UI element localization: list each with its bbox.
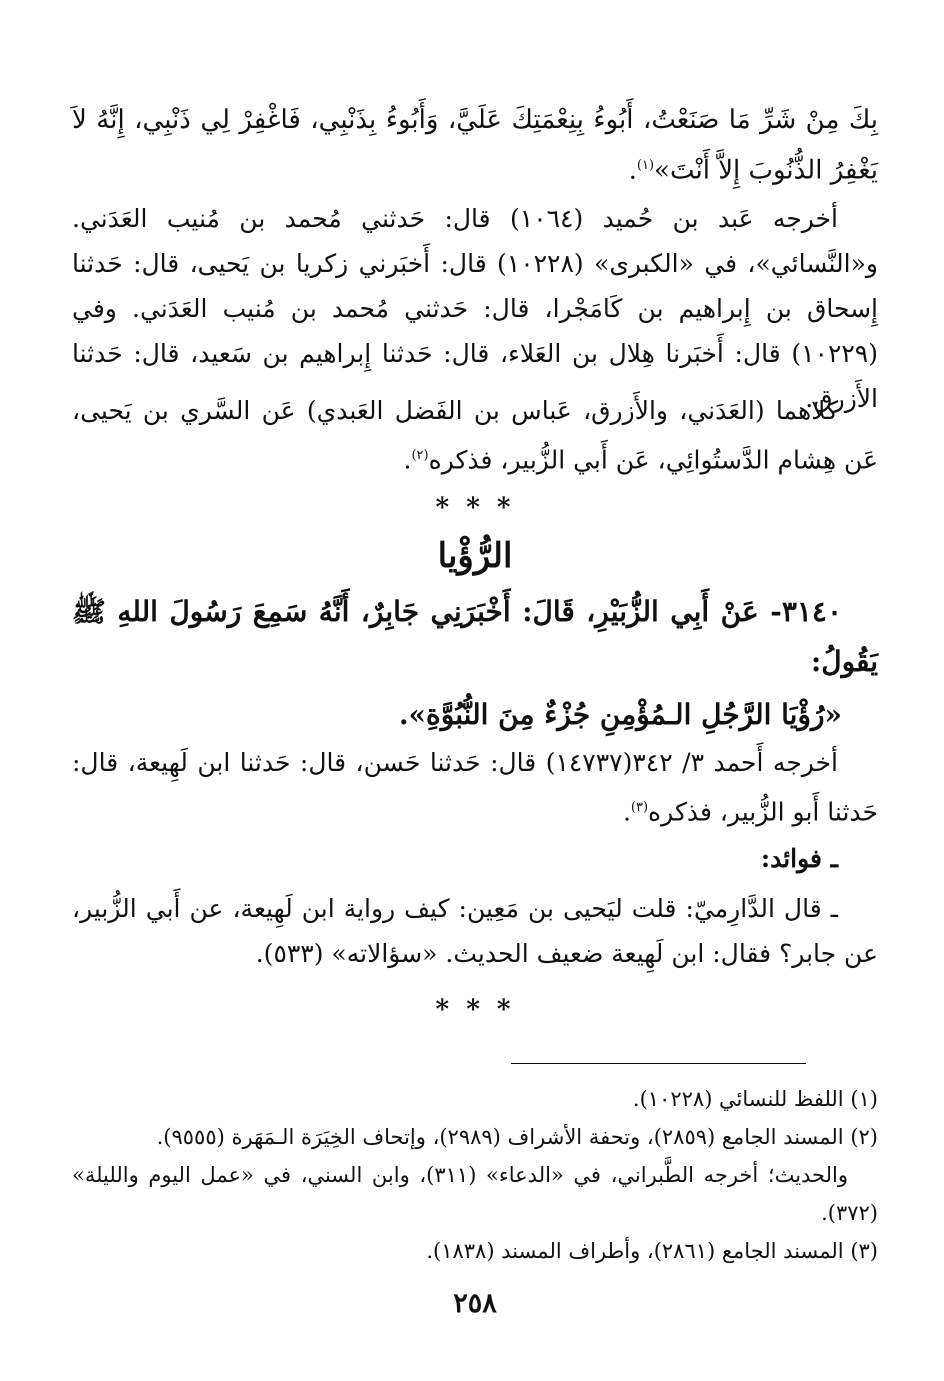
footnote-marker-3: (٣)	[630, 800, 649, 815]
footnote-2-continuation	[72, 1156, 878, 1232]
hadith-lead-text: ٣١٤٠- عَنْ أَبِي الزُّبَيْرِ، قَالَ: أَخْبَرَنِي جَابِرٌ، أَنَّهُ سَمِعَ رَسُولَ اللهِ ﷺ يَقُولُ:	[72, 595, 878, 678]
takhrij-1-text: أخرجه عَبد بن حُميد (١٠٦٤) قال: حَدثني مُحمد بن مُنيب العَدَني. و«النَّسائي»، في «الكبرى» (١٠٢٢٨) قال: أَخبَرني زكريا بن يَحيى، قال: حَدثنا إِسحاق بن إِبراهيم بن كَامَجْرا، قال: حَدثني مُحمد بن مُنيب العَدَني. وفي (١٠٢٢٩) قال: أَخبَرنا هِلال بن العَلاء، قال: حَدثنا إِبراهيم بن سَعيد، قال: حَدثنا الأَزرق.	[72, 204, 878, 413]
hadith-lead	[72, 587, 878, 687]
hadith-quote-text: «رُؤْيَا الرَّجُلِ الـمُؤْمِنِ جُزْءٌ مِنَ النُّبُوَّةِ».	[398, 698, 842, 731]
footnote-divider	[511, 1063, 806, 1064]
paragraph-dua-ending: بِكَ مِنْ شَرِّ مَا صَنَعْتُ، أَبُوءُ بِنِعْمَتِكَ عَلَيَّ، وَأَبُوءُ بِذَنْبِي، فَاغْفِرْ لِي ذَنْبِي، إِنَّهُ لاَ يَغْفِرُ الذُّنُوبَ إِلاَّ أَنْتَ»$^{(١)}$.	[72, 105, 878, 186]
footnote-marker-1: (١)	[636, 158, 655, 173]
benefit-text: ـ قال الدَّارِميّ: قلت ليَحيى بن مَعِين: كيف رواية ابن لَهِيعة، عن أَبي الزُّبير، عن جابر؟ فقال: ابن لَهِيعة ضعيف الحديث. «سؤالاته» (٥٣٣).	[72, 894, 878, 968]
hadith-quote	[72, 690, 878, 740]
footnote-3: (٣) المسند الجامع (٢٨٦١)، وأطراف المسند (١٨٣٨).	[426, 1239, 878, 1263]
benefits-label: ـ فوائد:	[760, 844, 838, 873]
dua-text: بِكَ مِنْ شَرِّ مَا صَنَعْتُ، أَبُوءُ بِنِعْمَتِكَ عَلَيَّ، وَأَبُوءُ بِذَنْبِي، فَاغْفِرْ لِي ذَنْبِي، إِنَّهُ لاَ يَغْفِرُ الذُّنُوبَ إِلاَّ أَنْتَ»	[72, 105, 878, 186]
separator-bottom: * * *	[435, 995, 515, 1025]
paragraph-benefit	[72, 886, 878, 976]
footnote-marker-2: (٢)	[411, 448, 429, 463]
section-title: الرُّؤْيا	[437, 536, 513, 576]
footnote-1: (١) اللفظ للنسائي (١٠٢٢٨).	[632, 1087, 878, 1111]
takhrij-2-text: أخرجه أَحمد ٣/ ٣٤٢(١٤٧٣٧) قال: حَدثنا حَسن، قال: حَدثنا ابن لَهِيعة، قال: حَدثنا أَبو الزُّبير، فذكره	[72, 748, 878, 827]
footnote-2: (٢) المسند الجامع (٢٨٥٩)، وتحفة الأشراف (٢٩٨٩)، وإتحاف الخِيَرَة الـمَهَرة (٩٥٥٥).	[156, 1125, 878, 1149]
separator-top: * * *	[435, 493, 515, 523]
paragraph-chains: كلاهما (العَدَني، والأَزرق، عَباس بن الفَضل العَبدي) عَن السَّري بن يَحيى، عَن هِشام الدَّستُوائِي، عَن أَبي الزُّبير، فذكره$^{(٢)}$.	[72, 396, 878, 475]
chains-text: كلاهما (العَدَني، والأَزرق، عَباس بن الفَضل العَبدي) عَن السَّري بن يَحيى، عَن هِشام الدَّستُوائِي، عَن أَبي الزُّبير، فذكره	[72, 396, 878, 475]
footnote-2-continuation-text: والحديث؛ أخرجه الطَّبراني، في «الدعاء» (٣١١)، وابن السني، في «عمل اليوم والليلة» (٣٧٢).	[72, 1163, 878, 1225]
paragraph-takhrij-2: أخرجه أَحمد ٣/ ٣٤٢(١٤٧٣٧) قال: حَدثنا حَسن، قال: حَدثنا ابن لَهِيعة، قال: حَدثنا أَبو الزُّبير، فذكره$^{(٣)}$.	[72, 748, 878, 827]
page-number: ٢٥٨	[453, 1288, 497, 1319]
